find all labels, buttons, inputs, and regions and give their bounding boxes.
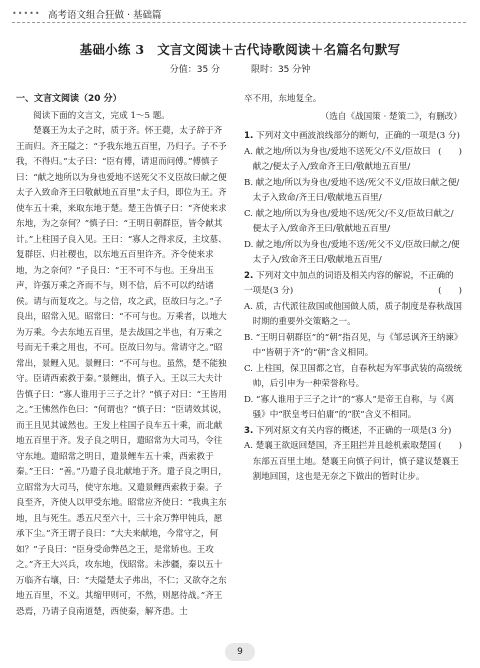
header-title: 高考语文组合狂做 · 基础篇 <box>48 10 162 21</box>
passage-continuation: 卒不用，东地复全。 <box>244 94 322 104</box>
question-2 <box>244 269 462 424</box>
option-a[interactable]: A. 楚襄王欲返回楚国，齐王阻拦并且趁机索取楚国东部五百里土地。楚襄王向慎子问计，慎子建议楚襄王割地回国，这也是无奈之下做出的暂时让步。 <box>244 441 459 482</box>
right-column <box>244 92 462 486</box>
passage-source: （选自《战国策 · 楚策二》，有删改） <box>320 111 462 122</box>
question-stem: 下列对原文有关内容的概述，不正确的一项是(3 分) <box>255 425 452 436</box>
page-number: 9 <box>225 643 255 661</box>
header-divider <box>12 22 466 23</box>
left-column <box>16 92 228 620</box>
option-a[interactable]: A. 质，古代派往敌国或他国做人质，质子制度是春秋战国时期的重要外交策略之一。 <box>244 301 462 327</box>
question-number: 2. <box>244 270 254 281</box>
option-a[interactable]: A. 献之地/所以为身也/爱地不送死父/不义/臣故曰献之/便太子入/致命齐王曰/敬献地五百里/ <box>244 146 431 172</box>
instructions: 阅读下面的文言文，完成 1～5 题。 <box>33 110 170 121</box>
option-d[interactable]: D. “寡人谁用于三子之计”的“寡人”是帝王自称，与《离骚》中“朕皇考曰伯庸”的“朕”含义不相同。 <box>244 394 455 420</box>
option-c[interactable]: C. 献之地/所以为身也/爱地不送/死父/不义/臣故曰献之/便太子入/致命齐王曰/敬献地五百里/ <box>244 208 454 234</box>
answer-blank[interactable]: ( ) <box>438 146 462 157</box>
answer-blank[interactable]: ( ) <box>438 441 462 451</box>
answer-blank[interactable]: ( ) <box>438 286 462 296</box>
time-label: 限时：35 分钟 <box>250 65 311 75</box>
option-c[interactable]: C. 上柱国，保卫国都之官，自春秋起为军事武装的高级统帅，后引申为一种荣誉称号。 <box>244 363 462 389</box>
question-number: 1. <box>244 131 254 141</box>
option-b[interactable]: B. “王明日朝群臣”的“朝”指召见，与《邹忌讽齐王纳谏》中“皆朝于齐”的“朝”含义相同。 <box>244 332 459 358</box>
header-dots: ••••• <box>12 9 41 18</box>
question-number: 3. <box>244 425 254 436</box>
section-heading: 一、文言文阅读（20 分） <box>16 94 122 104</box>
question-stem: 下列对文中加点的词语及相关内容的解说，不正确的一项是(3 分) <box>244 270 454 296</box>
passage-paragraph: 楚襄王为太子之时，质于齐。怀王薨，太子辞于齐王而归。齐王隘之：“予我东地五百里，乃归子。子不予我，不得归。”太子曰：“臣有傅，请退而问傅。”傅慎子曰：“献之地所以为身也爱地不送死父不义臣故曰献之便太子入致命齐王曰敬献地五百里”太子归，即位为王。齐使车五十乘，来取东地于楚。楚王告慎子曰：“齐使来求东地，为之奈何？”慎子曰：“王明日朝群臣，皆令献其计。”上柱国子良入见。王曰：“寡人之得求反，主坟墓、复群臣、归社稷也，以东地五百里许齐。齐令使来求地，为之奈何？”子良曰：“王不可不与也。王身出玉声，许强万乘之齐而不与，则不信，后不可以约结诸侯。请与而复攻之。与之信，攻之武，臣故曰与之。”子良出，昭常入见。昭常曰：“不可与也。万乘者，以地大为万乘。今去东地五百里，是去战国之半也，有万乘之号而无千乘之用也，不可。臣故曰勿与。常请守之。”昭常出，景鲤入见。景鲤曰：“不可与也。虽然，楚不能独守。臣请西索救于秦。”景鲤出，慎子入。王以三大夫计告慎子曰：“寡人谁用于三子之计？”慎子对曰：“王皆用之。”王怫然作色曰：“何谓也？”慎子曰：“臣请效其说，而王且见其诚然也。王发上柱国子良车五十乘，而北献地五百里于齐。发子良之明日，遣昭常为大司马，令往守东地。遣昭常之明日，遣景鲤车五十乘，西索救于秦。”王曰：“善。”乃遣子良北献地于齐。遣子良之明日，立昭常为大司马，使守东地。又遣景鲤西索救于秦。子良至齐，齐使人以甲受东地。昭常应齐使曰：“我典主东地，且与死生。悉五尺至六十，三十余万弊甲钝兵，愿承下尘。”齐王谓子良曰：“大夫来献地，今常守之，何如？”子良曰：“臣身受命弊邑之王，是常矫也。王攻之。”齐王大兴兵，攻东地，伐昭常。未涉疆，秦以五十万临齐右壤，曰：“夫隘楚太子弗出，不仁；又欲夺之东地五百里，不义。其缩甲则可，不然，则愿待战。”齐王恐焉，乃请子良南道楚，西使秦，解齐患。士 <box>16 126 227 617</box>
option-b[interactable]: B. 献之地/所以为身也/爱地不送/死父不义/臣故曰献之便/太子入致命/齐王曰/敬献地五百里/ <box>244 177 460 203</box>
score-label: 分值：35 分 <box>169 65 221 75</box>
question-3 <box>244 424 462 486</box>
exercise-meta <box>0 62 480 75</box>
question-stem: 下列对文中画波浪线部分的断句，正确的一项是(3 分) <box>255 131 460 141</box>
option-d[interactable]: D. 献之地/所以为身也/爱地不送/死父不义/臣故曰献之/便太子入/致命齐王曰/敬献地五百里/ <box>244 239 460 265</box>
question-1 <box>244 129 462 269</box>
page-title: 基础小练 3 文言文阅读＋古代诗歌阅读＋名篇名句默写 <box>79 42 401 57</box>
